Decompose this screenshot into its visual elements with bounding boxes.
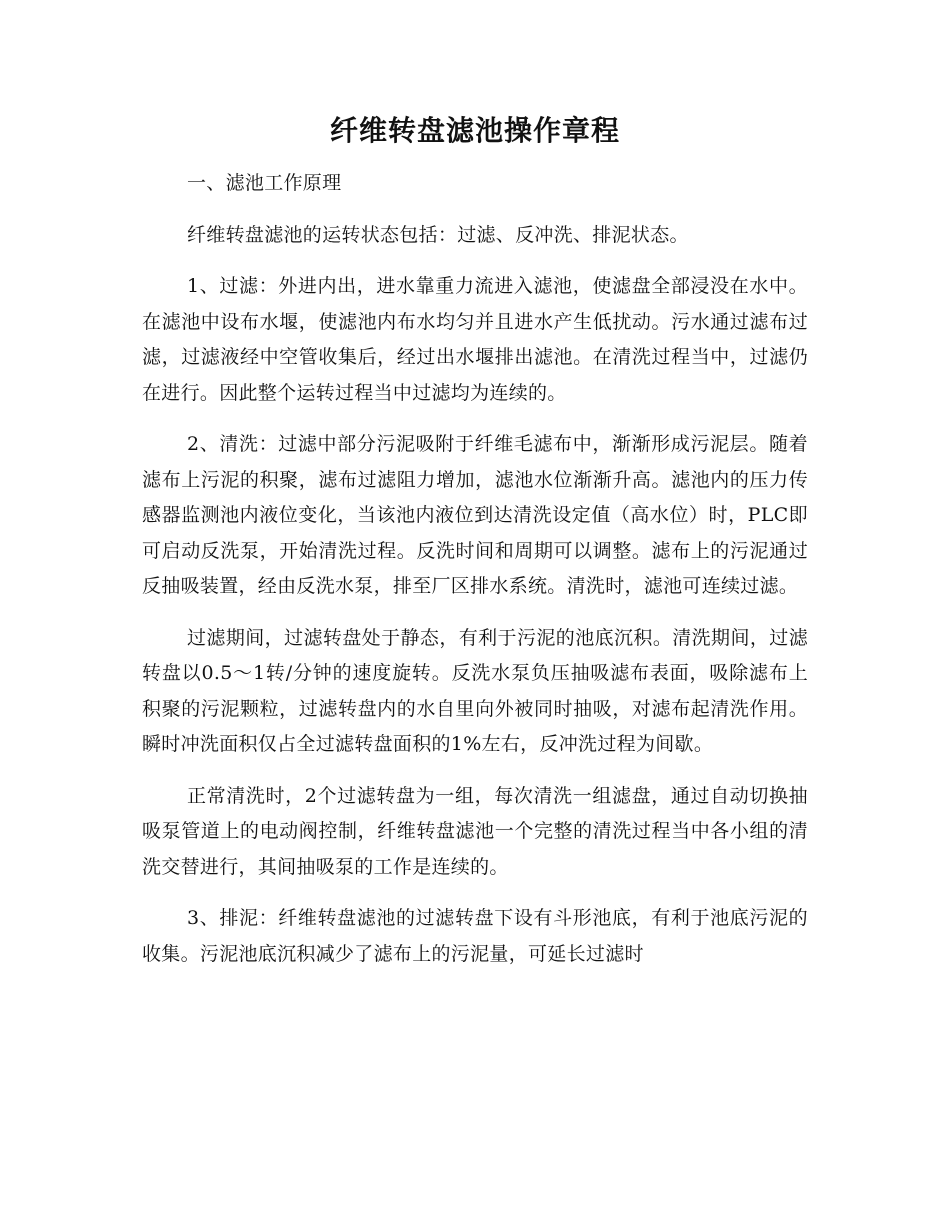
paragraph-intro: 纤维转盘滤池的运转状态包括：过滤、反冲洗、排泥状态。 [187, 223, 689, 246]
paragraph-sludge-discharge: 3、排泥：纤维转盘滤池的过滤转盘下设有斗形池底，有利于池底污泥的收集。污泥池底沉积减少了滤布上的污泥量，可延长过滤时 [142, 907, 808, 965]
paragraph-normal-cleaning: 正常清洗时，2个过滤转盘为一组，每次清洗一组滤盘，通过自动切换抽吸泵管道上的电动阀控制，纤维转盘滤池一个完整的清洗过程当中各小组的清洗交替进行，其间抽吸泵的工作是连续的。 [142, 784, 808, 878]
section-heading: 一、滤池工作原理 [187, 172, 342, 194]
paragraph-filtration: 1、过滤：外进内出，进水靠重力流进入滤池，使滤盘全部浸没在水中。在滤池中设布水堰，使滤池内布水均匀并且进水产生低扰动。污水通过滤布过滤，过滤液经中空管收集后，经过出水堰排出滤池。在清洗过程当中，过滤仍在进行。因此整个运转过程当中过滤均为连续的。 [142, 275, 808, 404]
paragraph-cleaning: 2、清洗：过滤中部分污泥吸附于纤维毛滤布中，渐渐形成污泥层。随着滤布上污泥的积聚，滤布过滤阻力增加，滤池水位渐渐升高。滤池内的压力传感器监测池内液位变化，当该池内液位到达清洗设定值（高水位）时，PLC即可启动反洗泵，开始清洗过程。反洗时间和周期可以调整。滤布上的污泥通过反抽吸装置，经由反洗水泵，排至厂区排水系统。清洗时，滤池可连续过滤。 [142, 433, 808, 597]
paragraph-cleaning-detail: 过滤期间，过滤转盘处于静态，有利于污泥的池底沉积。清洗期间，过滤转盘以0.5～1转/分钟的速度旋转。反洗水泵负压抽吸滤布表面，吸除滤布上积聚的污泥颗粒，过滤转盘内的水自里向外被同时抽吸，对滤布起清洗作用。瞬时冲洗面积仅占全过滤转盘面积的1%左右，反冲洗过程为间歇。 [142, 626, 808, 755]
document-title: 纤维转盘滤池操作章程 [329, 114, 620, 147]
document-body [142, 166, 808, 988]
